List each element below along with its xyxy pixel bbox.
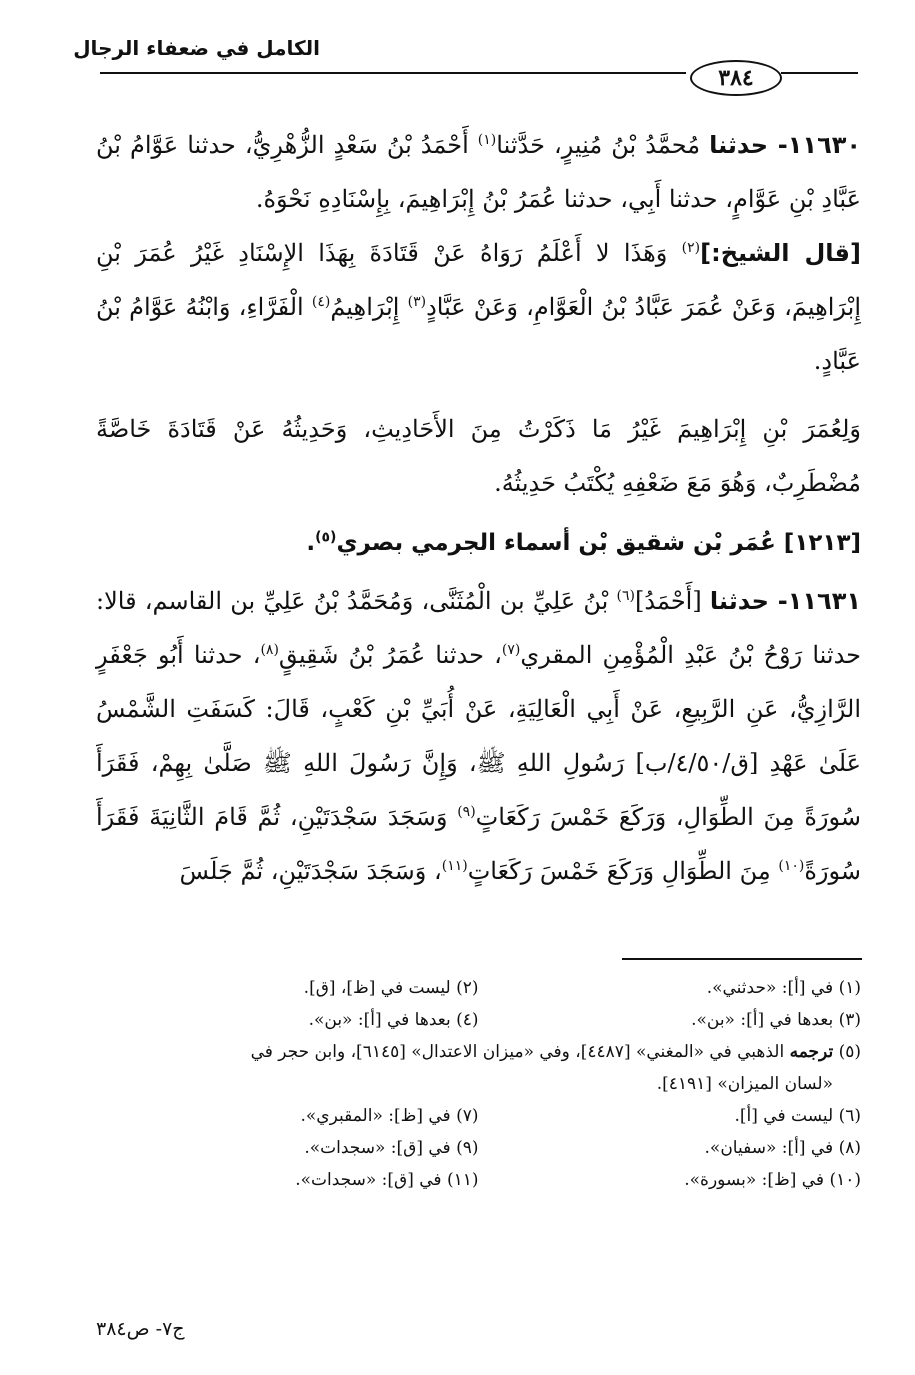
footnote-text: الذهبي في «المغني» [٤٤٨٧]، وفي «ميزان الاعتدال» [٦١٤٥]، وابن حجر في <box>250 1042 790 1062</box>
footnote-5-continuation: «لسان الميزان» [٤١٩١]. <box>656 1074 833 1094</box>
footnote-row <box>96 1132 861 1164</box>
hadith-number: ١١٦٣٠- حدثنا <box>709 131 862 159</box>
footnote-ref: (٩) <box>457 804 476 820</box>
heading-end: . <box>306 530 316 556</box>
footnote-10: (١٠) في [ظ]: «بسورة». <box>684 1170 861 1190</box>
footnote-1: (١) في [أ]: «حدثني». <box>706 978 861 998</box>
hadith-11631 <box>96 574 861 898</box>
commentary-paragraph <box>96 402 861 510</box>
hadith-number: ١١٦٣١- حدثنا <box>709 587 861 615</box>
footnote-5 <box>96 1036 861 1068</box>
footnote-ref: (٤) <box>311 294 331 310</box>
text-segment: مُحمَّدُ بْنُ مُنِيرٍ، حَدَّثنا <box>496 131 710 159</box>
heading-text: [١٢١٣] عُمَر بْن شقيق بْن أسماء الجرمي بصري <box>336 530 861 556</box>
footnote-ref: (٣) <box>407 294 427 310</box>
header-rule-right <box>781 72 858 74</box>
text-segment: مِنَ الطِّوَالِ وَرَكَعَ خَمْسَ رَكَعَاتٍ <box>467 857 779 885</box>
text-segment: ، حدثنا أَبُو جَعْفَرٍ الرَّازِيُّ، عَنِ الرَّبِيعِ، عَنْ أَبِي الْعَالِيَةِ، عَنْ أُبَيِّ بْنِ كَعْبٍ، قَالَ: كَسَفَتِ الشَّمْسُ عَلَىٰ عَهْدِ [ق/٤/٥٠/ب] رَسُولِ اللهِ ﷺ، وَإِنَّ رَسُولَ اللهِ ﷺ صَلَّىٰ بِهِمْ، فَقَرَأَ سُورَةً مِنَ الطِّوَالِ، وَرَكَعَ خَمْسَ رَكَعَاتٍ <box>96 641 862 831</box>
footnote-ref: (٧) <box>501 642 521 658</box>
text-segment: وَهَذَا لا أَعْلَمُ رَوَاهُ عَنْ قَتَادَةَ بِهَذَا الإِسْنَادِ غَيْرُ عُمَرَ بْنِ إِبْرَاهِيمَ، وَعَنْ عُمَرَ عَبَّادُ بْنُ الْعَوَّامِ، وَعَنْ عَبَّادٍ <box>96 239 861 321</box>
footnote-ref: (٢) <box>681 240 701 256</box>
spacer <box>96 388 861 402</box>
footnote-bold-word: ترجمه <box>789 1042 834 1062</box>
text-segment: أَحْمَدُ بْنُ سَعْدٍ الزُّهْرِيُّ، حدثنا عَوَّامُ بْنُ عَبَّادِ بْنِ عَوَّامٍ، حدثنا أَبِي، حدثنا عُمَرُ بْنُ إِبْرَاهِيمَ، بِإِسْنَادِهِ نَحْوَهُ. <box>96 131 861 213</box>
footnote-row <box>96 1068 861 1100</box>
footnote-ref: (١٠) <box>778 858 805 874</box>
footnote-ref: (٨) <box>260 642 279 658</box>
sheikh-label: [قال الشيخ:] <box>700 239 861 267</box>
footnote-row <box>96 1100 861 1132</box>
footnote-11: (١١) في [ق]: «سجدات». <box>295 1170 479 1190</box>
sheikh-comment <box>96 226 861 388</box>
text-segment: الْفَرَّاءِ، وَابْنُهُ عَوَّامُ بْنُ عَبَّادٍ. <box>96 293 861 375</box>
footnote-ref: (٥) <box>315 529 337 546</box>
footnote-ref: (١) <box>477 132 497 148</box>
main-text <box>96 118 861 898</box>
footnote-6: (٦) ليست في [أ]. <box>734 1106 861 1126</box>
footnote-row <box>96 1004 861 1036</box>
footnote-9: (٩) في [ق]: «سجدات». <box>304 1138 479 1158</box>
footnotes <box>96 972 861 1196</box>
header-rule-left <box>100 72 686 74</box>
footnote-separator <box>622 958 862 960</box>
footnote-2: (٢) ليست في [ظ]، [ق]. <box>303 978 479 998</box>
footnote-row <box>96 972 861 1004</box>
footnote-row <box>96 1036 861 1068</box>
footnote-number: (٥) <box>838 1042 861 1062</box>
footnote-7: (٧) في [ظ]: «المقبري». <box>300 1106 479 1126</box>
text-segment: ، حدثنا عُمَرُ بْنُ شَقِيقٍ <box>278 641 502 669</box>
text-segment: بْنُ عَلِيِّ بن الْمُثَنَّى، وَمُحَمَّدُ بْنُ عَلِيِّ بن القاسم، قالا: حدثنا رَوْحُ بْنُ عَبْدِ الْمُؤْمِنِ المقري <box>96 587 862 669</box>
hadith-11630 <box>96 118 861 226</box>
page-number-badge: ٣٨٤ <box>690 60 782 96</box>
footnote-ref: (٦) <box>616 588 635 604</box>
footnote-row <box>96 1164 861 1196</box>
volume-page-reference: ج٧- ص٣٨٤ <box>96 1318 185 1340</box>
footnote-ref: (١١) <box>441 858 468 874</box>
text-segment: إِبْرَاهِيمُ <box>330 293 408 321</box>
text-segment: ، وَسَجَدَ سَجْدَتَيْنِ، ثُمَّ جَلَسَ <box>179 857 442 885</box>
text-segment: وَلِعُمَرَ بْنِ إِبْرَاهِيمَ غَيْرُ مَا ذَكَرْتُ مِنَ الأَحَادِيثِ، وَحَدِيثُهُ عَنْ قَتَادَةَ خَاصَّةً مُضْطَرِبٌ، وَهُوَ مَعَ ضَعْفِهِ يُكْتَبُ حَدِيثُهُ. <box>96 415 862 497</box>
text-segment: [أَحْمَدُ] <box>635 587 710 615</box>
biography-heading <box>96 516 861 570</box>
text-segment: وَسَجَدَ سَجْدَتَيْنِ، ثُمَّ قَامَ الثَّانِيَةَ فَقَرَأَ سُورَةً <box>96 803 861 885</box>
footnote-8: (٨) في [أ]: «سفيان». <box>704 1138 861 1158</box>
footnote-3: (٣) بعدها في [أ]: «بن». <box>691 1010 861 1030</box>
running-header-title: الكامل في ضعفاء الرجال <box>73 36 320 60</box>
footnote-4: (٤) بعدها في [أ]: «بن». <box>308 1010 479 1030</box>
